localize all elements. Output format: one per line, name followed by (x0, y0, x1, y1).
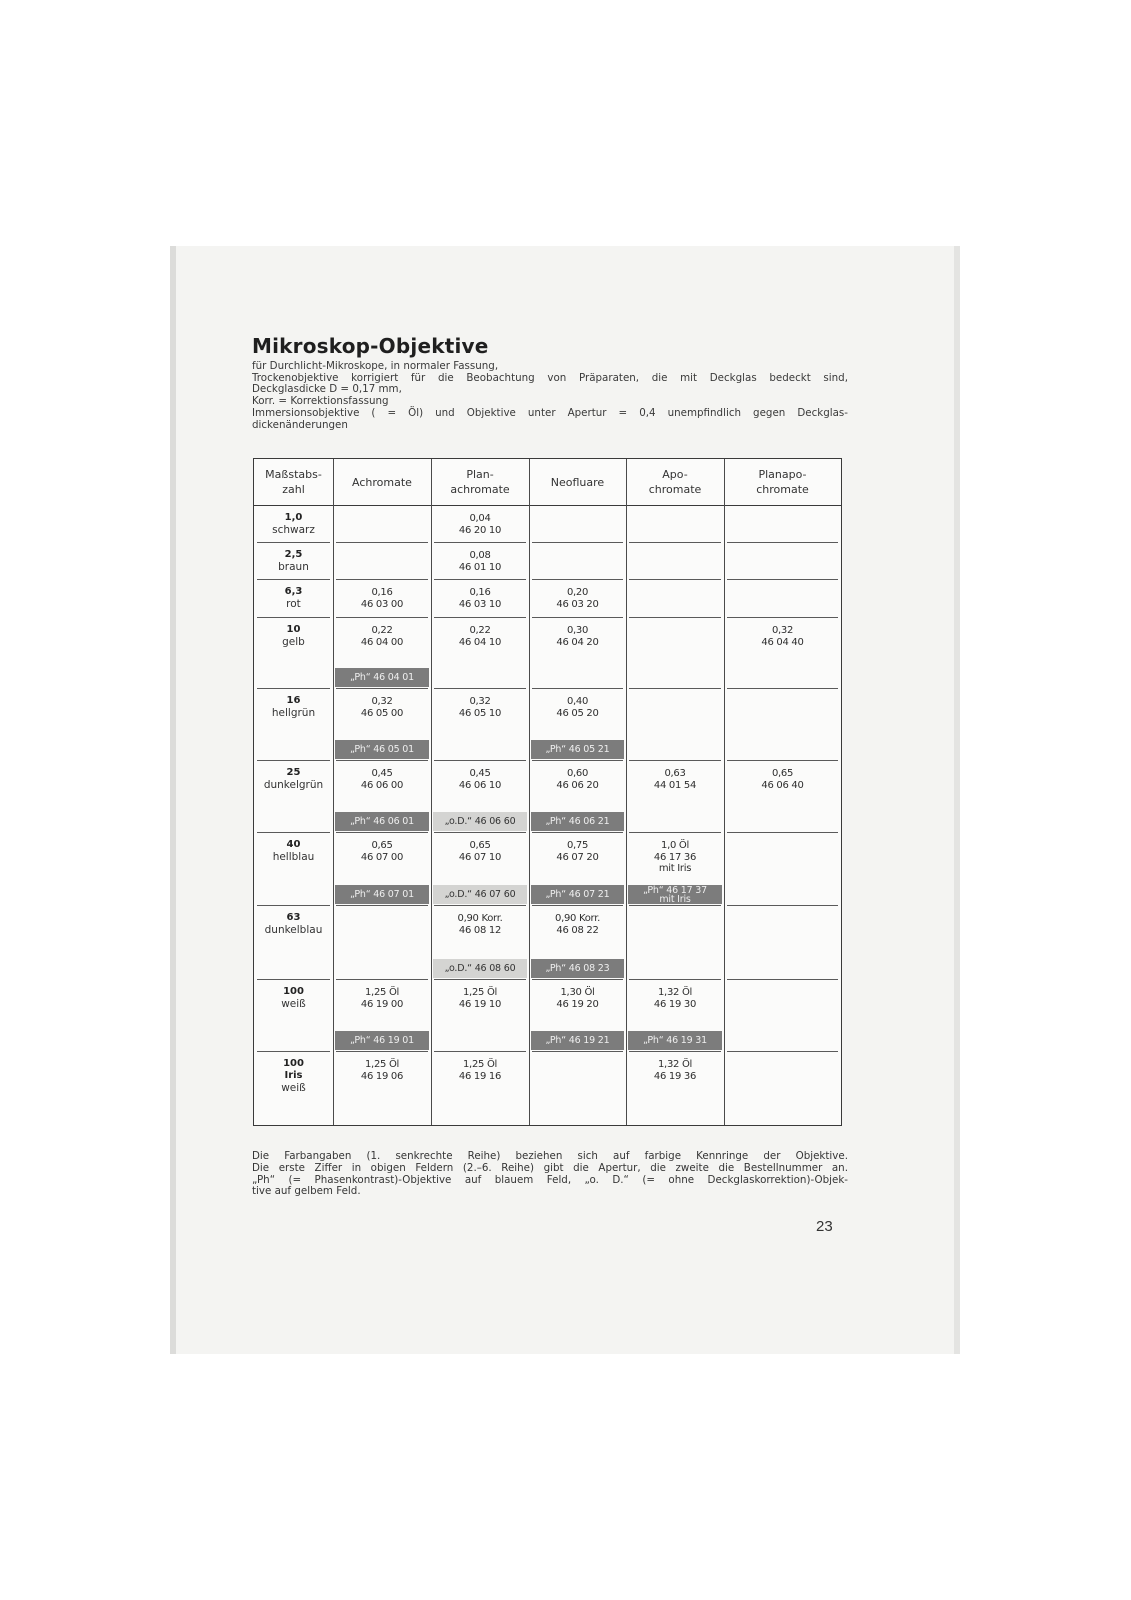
scale-number: 10 (286, 624, 301, 635)
objective-value (431, 550, 529, 573)
order-number: 46 06 40 (761, 779, 804, 791)
row-divider (257, 542, 330, 543)
page-number: 23 (816, 1218, 833, 1235)
aperture: 0,90 Korr. (457, 913, 503, 924)
aperture: 0,04 (469, 513, 491, 524)
aperture: 1,0 Öl (661, 840, 689, 851)
order-number: 46 04 00 (360, 636, 404, 648)
phase-contrast-label: „Ph“ 46 07 01 (350, 889, 414, 900)
aperture: 1,32 Öl (658, 987, 692, 998)
aperture: 1,25 Öl (463, 1059, 497, 1070)
phase-contrast-field (531, 885, 624, 904)
phase-contrast-label: „Ph“ 46 19 31 (643, 1035, 707, 1046)
scale-cell (254, 986, 333, 1010)
objective-value (431, 768, 529, 791)
aperture: 0,16 (469, 587, 491, 598)
footnote-line: Die Farbangaben (1. senkrechte Reihe) beziehen sich auf farbige Kennringe der Objektive. (252, 1150, 848, 1162)
phase-contrast-field (628, 1031, 722, 1050)
order-number: 46 03 10 (458, 598, 502, 610)
ring-color: schwarz (272, 524, 315, 536)
aperture: 0,30 (566, 625, 589, 636)
footnote (252, 1151, 848, 1198)
header-divider (254, 505, 841, 506)
order-number: 46 08 22 (556, 924, 599, 936)
objective-value (724, 625, 841, 648)
order-number: 44 01 54 (653, 779, 697, 791)
scale-number: 2,5 (284, 549, 303, 560)
row-divider (257, 832, 330, 833)
intro-line: Deckglasdicke D = 0,17 mm, (252, 383, 402, 396)
row-divider (629, 760, 721, 761)
page-edge-left (170, 246, 176, 1354)
row-divider (336, 688, 428, 689)
row-divider (434, 760, 526, 761)
scale-cell (254, 695, 333, 719)
objective-value (626, 1059, 724, 1082)
row-divider (257, 688, 330, 689)
no-coverslip-field: „o.D.“ 46 06 60 (433, 812, 527, 831)
row-divider (257, 905, 330, 906)
no-coverslip-field: „o.D.“ 46 07 60 (433, 885, 527, 904)
scale-number: 25 (286, 767, 301, 778)
order-number: 46 05 20 (556, 707, 599, 719)
objective-value (529, 768, 626, 791)
order-number: 46 19 00 (360, 998, 404, 1010)
row-divider (629, 1051, 721, 1052)
aperture: 0,75 (566, 840, 589, 851)
order-number: 46 19 06 (360, 1070, 404, 1082)
order-number: 46 06 00 (360, 779, 404, 791)
order-number: 46 03 00 (360, 598, 404, 610)
row-divider (434, 1051, 526, 1052)
objective-value (626, 840, 724, 875)
row-divider (629, 979, 721, 980)
page-title: Mikroskop-Objektive (252, 334, 489, 358)
objective-value (529, 696, 626, 719)
objective-value (333, 1059, 431, 1082)
objective-note: mit Iris (658, 863, 692, 874)
row-divider (727, 979, 838, 980)
phase-contrast-label: „Ph“ 46 17 37 (643, 884, 707, 896)
no-coverslip-field: „o.D.“ 46 08 60 (433, 959, 527, 978)
scale-cell (254, 912, 333, 936)
scale-cell (254, 767, 333, 791)
objective-value (333, 696, 431, 719)
ring-color: braun (278, 561, 309, 573)
intro-text (252, 361, 848, 431)
aperture: 0,32 (469, 696, 491, 707)
intro-line: für Durchlicht-Mikroskope, in normaler Fassung, (252, 360, 499, 372)
row-divider (727, 760, 838, 761)
objective-value (529, 987, 626, 1010)
scale-number: 6,3 (284, 586, 303, 597)
phase-contrast-field (335, 668, 429, 687)
order-number: 46 06 20 (556, 779, 599, 791)
phase-contrast-field (531, 740, 624, 759)
phase-contrast-label: „Ph“ 46 05 01 (350, 744, 414, 755)
aperture: 0,32 (771, 625, 794, 636)
objective-value (333, 587, 431, 610)
row-divider (727, 617, 838, 618)
row-divider (434, 579, 526, 580)
row-divider (257, 1051, 330, 1052)
row-divider (257, 979, 330, 980)
objective-value (333, 625, 431, 648)
footnote-line: Die erste Ziffer in obigen Feldern (2.–6. Reihe) gibt die Apertur, die zweite die Bestellnummer an. (252, 1161, 848, 1174)
scale-cell (254, 549, 333, 573)
column-header: Achromate (352, 475, 412, 489)
scale-cell (254, 839, 333, 863)
order-number: 46 19 36 (653, 1070, 697, 1082)
row-divider (532, 905, 623, 906)
objective-value (431, 987, 529, 1010)
ring-color: rot (286, 598, 301, 610)
objective-value (529, 840, 626, 863)
objective-value (431, 913, 529, 936)
row-divider (532, 617, 623, 618)
column-divider (333, 459, 334, 1125)
aperture: 1,32 Öl (658, 1059, 692, 1070)
row-divider (336, 617, 428, 618)
objective-value (431, 587, 529, 610)
order-number: 46 07 10 (458, 851, 502, 863)
row-divider (727, 1051, 838, 1052)
row-divider (532, 1051, 623, 1052)
row-divider (434, 832, 526, 833)
row-divider (532, 579, 623, 580)
row-divider (336, 905, 428, 906)
objective-value (529, 587, 626, 610)
scale-number: 100 (283, 1058, 304, 1069)
objective-value (724, 768, 841, 791)
scale-cell (254, 1058, 333, 1094)
ring-color: hellblau (272, 851, 315, 863)
objective-value (431, 696, 529, 719)
aperture: 0,40 (566, 696, 589, 707)
scale-extra: Iris (284, 1070, 303, 1081)
aperture: 0,63 (664, 768, 686, 779)
aperture: 0,22 (371, 625, 393, 636)
aperture: 0,45 (469, 768, 491, 779)
scale-cell (254, 512, 333, 536)
aperture: 0,60 (566, 768, 589, 779)
row-divider (727, 542, 838, 543)
aperture: 0,22 (469, 625, 491, 636)
order-number: 46 17 36 (653, 851, 697, 863)
row-divider (434, 542, 526, 543)
aperture: 1,25 Öl (365, 987, 399, 998)
scale-cell (254, 586, 333, 610)
intro-line: Immersionsobjektive ( = Öl) und Objektive unter Apertur = 0,4 unempfindlich gegen Deckglas- (252, 406, 848, 419)
objective-value (626, 987, 724, 1010)
page-edge-right (954, 246, 960, 1354)
phase-contrast-label: „Ph“ 46 08 23 (545, 963, 610, 974)
row-divider (532, 979, 623, 980)
column-header: Neofluare (550, 475, 605, 489)
scale-cell (254, 624, 333, 648)
objective-value (333, 840, 431, 863)
objective-value (431, 1059, 529, 1082)
phase-contrast-label: „Ph“ 46 07 21 (545, 889, 610, 900)
row-divider (629, 832, 721, 833)
footnote-line: „Ph“ (= Phasenkontrast)-Objektive auf blauem Feld, „o. D.“ (= ohne Deckglaskorrektion)-Objek- (252, 1173, 848, 1186)
order-number: 46 07 00 (360, 851, 404, 863)
objective-value (333, 768, 431, 791)
ring-color: dunkelgrün (263, 779, 324, 791)
row-divider (257, 760, 330, 761)
objective-value (431, 625, 529, 648)
order-number: 46 04 20 (556, 636, 599, 648)
phase-contrast-label: „Ph“ 46 04 01 (350, 672, 414, 683)
aperture: 0,16 (371, 587, 393, 598)
ring-color: dunkelblau (264, 924, 323, 936)
row-divider (434, 617, 526, 618)
aperture: 1,25 Öl (463, 987, 497, 998)
aperture: 0,45 (371, 768, 393, 779)
intro-line: Korr. = Korrektionsfassung (252, 395, 389, 408)
column-header: Apo- chromate (648, 468, 702, 496)
phase-contrast-field (335, 885, 429, 904)
row-divider (727, 832, 838, 833)
order-number: 46 20 10 (458, 524, 502, 536)
row-divider (727, 579, 838, 580)
row-divider (727, 688, 838, 689)
column-divider (529, 459, 530, 1125)
row-divider (336, 832, 428, 833)
row-divider (532, 542, 623, 543)
aperture: 0,65 (469, 840, 491, 851)
scale-number: 16 (286, 695, 301, 706)
order-number: 46 19 10 (458, 998, 502, 1010)
aperture: 0,20 (566, 587, 589, 598)
order-number: 46 06 10 (458, 779, 502, 791)
order-number: 46 19 16 (458, 1070, 502, 1082)
aperture: 1,25 Öl (365, 1059, 399, 1070)
aperture: 0,65 (771, 768, 794, 779)
row-divider (434, 905, 526, 906)
column-divider (724, 459, 725, 1125)
phase-contrast-field (335, 812, 429, 831)
aperture: 0,90 Korr. (555, 913, 600, 924)
row-divider (629, 688, 721, 689)
order-number: 46 05 00 (360, 707, 404, 719)
phase-contrast-field (335, 740, 429, 759)
objective-value (529, 625, 626, 648)
column-header: Planapo- chromate (756, 468, 809, 496)
objective-value (626, 768, 724, 791)
column-header: Maßstabs- zahl (265, 468, 322, 496)
objective-table (253, 458, 842, 1126)
phase-contrast-label: „Ph“ 46 05 21 (545, 744, 610, 755)
objective-value (529, 913, 626, 936)
order-number: 46 04 40 (761, 636, 804, 648)
row-divider (336, 1051, 428, 1052)
ring-color: weiß (281, 1082, 306, 1094)
objective-value (431, 840, 529, 863)
row-divider (629, 905, 721, 906)
phase-contrast-field (531, 812, 624, 831)
row-divider (629, 617, 721, 618)
ring-color: hellgrün (271, 707, 316, 719)
row-divider (336, 979, 428, 980)
scale-number: 63 (286, 912, 301, 923)
phase-contrast-label: „Ph“ 46 06 21 (545, 816, 610, 827)
order-number: 46 19 20 (556, 998, 599, 1010)
ring-color: weiß (281, 998, 306, 1010)
row-divider (629, 542, 721, 543)
intro-line: dickenänderungen (252, 418, 348, 431)
row-divider (629, 579, 721, 580)
order-number: 46 05 10 (458, 707, 502, 719)
phase-contrast-field (628, 885, 722, 904)
phase-contrast-field (335, 1031, 429, 1050)
footnote-line: tive auf gelbem Feld. (252, 1185, 361, 1198)
order-number: 46 04 10 (458, 636, 502, 648)
objective-value (431, 513, 529, 536)
row-divider (336, 542, 428, 543)
scale-number: 40 (286, 839, 301, 850)
row-divider (257, 579, 330, 580)
row-divider (434, 688, 526, 689)
scale-number: 1,0 (284, 512, 303, 523)
phase-contrast-field (531, 1031, 624, 1050)
ring-color: gelb (282, 636, 305, 648)
order-number: 46 07 20 (556, 851, 599, 863)
order-number: 46 03 20 (556, 598, 599, 610)
column-divider (626, 459, 627, 1125)
order-number: 46 08 12 (458, 924, 502, 936)
phase-contrast-label: „Ph“ 46 06 01 (350, 816, 414, 827)
objective-value (333, 987, 431, 1010)
row-divider (257, 617, 330, 618)
phase-contrast-note: mit Iris (659, 893, 691, 905)
phase-contrast-label: „Ph“ 46 19 01 (350, 1035, 414, 1046)
row-divider (434, 979, 526, 980)
column-header: Plan- achromate (450, 468, 510, 496)
aperture: 0,32 (371, 696, 393, 707)
row-divider (336, 579, 428, 580)
row-divider (532, 760, 623, 761)
row-divider (532, 832, 623, 833)
intro-line: Trockenobjektive korrigiert für die Beobachtung von Präparaten, die mit Deckglas bedeckt sind, (252, 371, 848, 384)
row-divider (532, 688, 623, 689)
row-divider (727, 905, 838, 906)
phase-contrast-label: „Ph“ 46 19 21 (545, 1035, 610, 1046)
order-number: 46 19 30 (653, 998, 697, 1010)
aperture: 0,08 (469, 550, 491, 561)
phase-contrast-field (531, 959, 624, 978)
scale-number: 100 (283, 986, 304, 997)
order-number: 46 01 10 (458, 561, 502, 573)
aperture: 1,30 Öl (560, 987, 595, 998)
row-divider (336, 760, 428, 761)
aperture: 0,65 (371, 840, 393, 851)
